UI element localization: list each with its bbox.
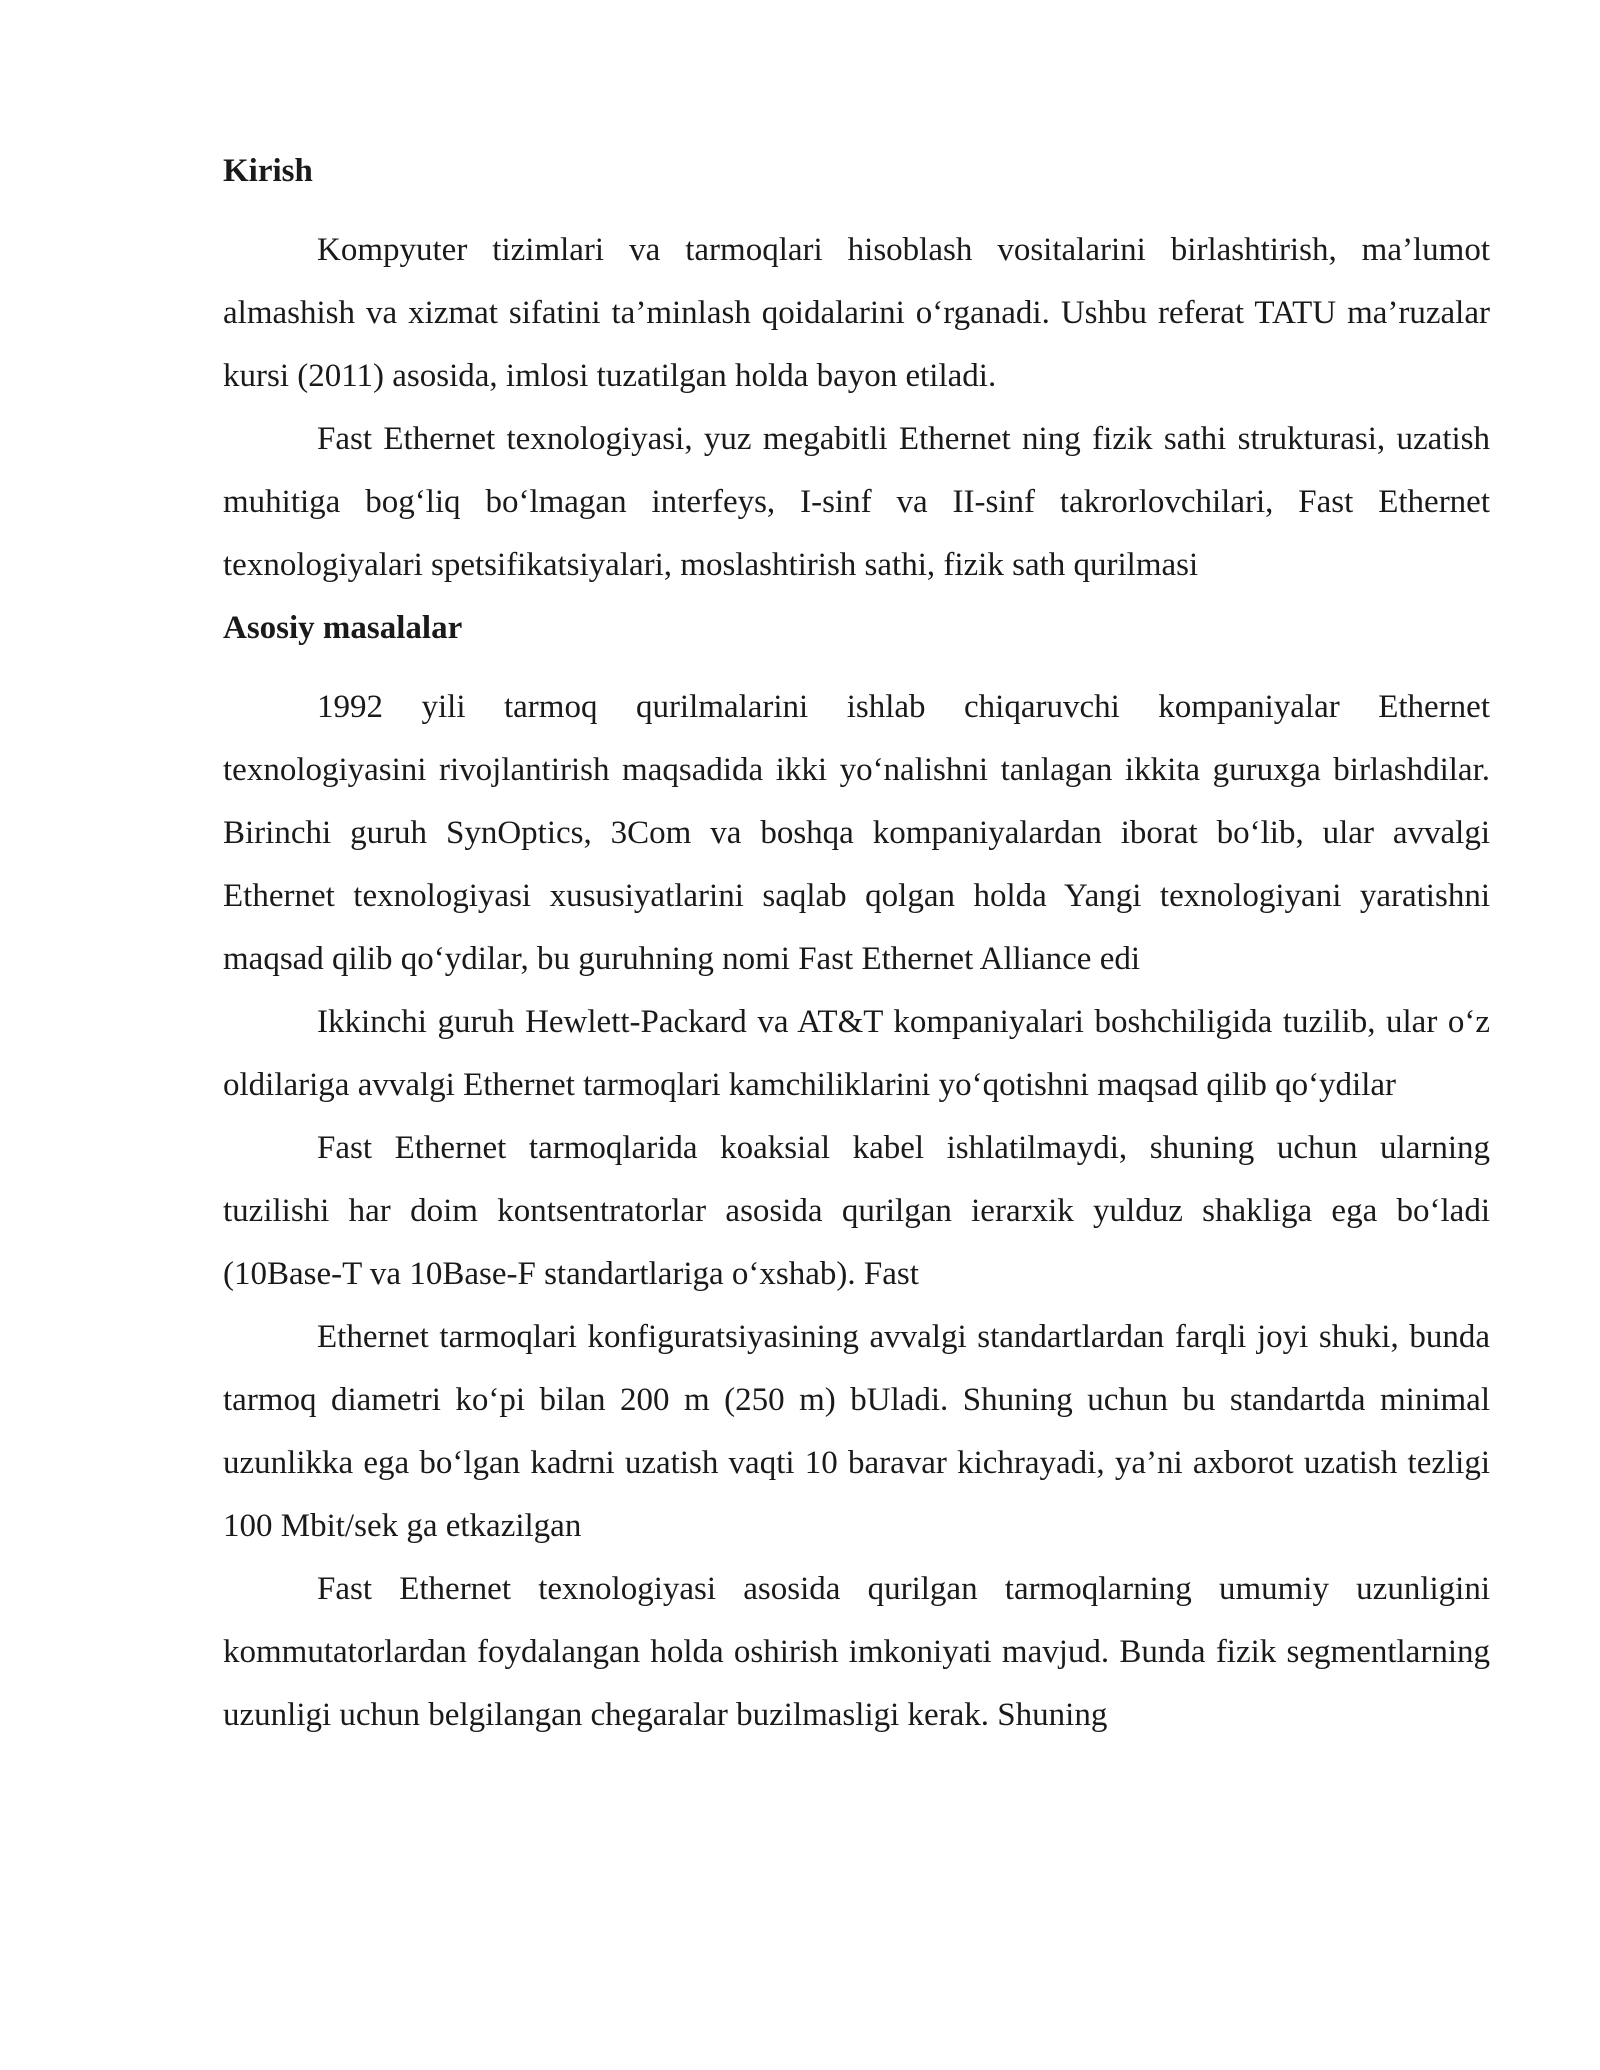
intro-paragraph-2: Fast Ethernet texnologiyasi, yuz megabitli Ethernet ning fizik sathi strukturasi, uzatish muhitiga bog‘liq bo‘lmagan interfeys, I-sinf va II-sinf takrorlovchilari, Fast Ethernet texnologiyalari spetsifikatsiyalari, moslashtirish sathi, fizik sath qurilmasi	[223, 421, 1490, 583]
main-paragraph-1: 1992 yili tarmoq qurilmalarini ishlab chiqaruvchi kompaniyalar Ethernet texnologiyasini rivojlantirish maqsadida ikki yo‘nalishni tanlagan ikkita guruxga birlashdilar. Birinchi guruh SynOptics, 3Com va boshqa kompaniyalardan iborat bo‘lib, ular avvalgi Ethernet texnologiyasi xususiyatlarini saqlab qolgan holda Yangi texnologiyani yaratishni maqsad qilib qo‘ydilar, bu guruhning nomi Fast Ethernet Alliance edi	[223, 689, 1490, 977]
heading-main: Asosiy masalalar	[223, 610, 463, 646]
main-paragraph-2: Ikkinchi guruh Hewlett-Packard va AT&T kompaniyalari boshchiligida tuzilib, ular o‘z oldilariga avvalgi Ethernet tarmoqlari kamchiliklarini yo‘qotishni maqsad qilib qo‘ydilar	[223, 1004, 1490, 1103]
heading-intro: Kirish	[223, 153, 313, 189]
intro-paragraph-1: Kompyuter tizimlari va tarmoqlari hisoblash vositalarini birlashtirish, ma’lumot almashish va xizmat sifatini ta’minlash qoidalarini o‘rganadi. Ushbu referat TATU ma’ruzalar kursi (2011) asosida, imlosi tuzatilgan holda bayon etiladi.	[223, 232, 1490, 394]
main-paragraph-3: Fast Ethernet tarmoqlarida koaksial kabel ishlatilmaydi, shuning uchun ularning tuzilishi har doim kontsentratorlar asosida qurilgan ierarxik yulduz shakliga ega bo‘ladi (10Base-T va 10Base-F standartlariga o‘xshab). Fast	[223, 1130, 1490, 1292]
document-page	[223, 140, 1490, 1747]
main-paragraph-4: Ethernet tarmoqlari konfiguratsiyasining avvalgi standartlardan farqli joyi shuki, bunda tarmoq diametri ko‘pi bilan 200 m (250 m) bUladi. Shuning uchun bu standartda minimal uzunlikka ega bo‘lgan kadrni uzatish vaqti 10 baravar kichrayadi, ya’ni axborot uzatish tezligi 100 Mbit/sek ga etkazilgan	[223, 1319, 1490, 1544]
main-paragraph-5: Fast Ethernet texnologiyasi asosida qurilgan tarmoqlarning umumiy uzunligini kommutatorlardan foydalangan holda oshirish imkoniyati mavjud. Bunda fizik segmentlarning uzunligi uchun belgilangan chegaralar buzilmasligi kerak. Shuning	[223, 1571, 1490, 1733]
